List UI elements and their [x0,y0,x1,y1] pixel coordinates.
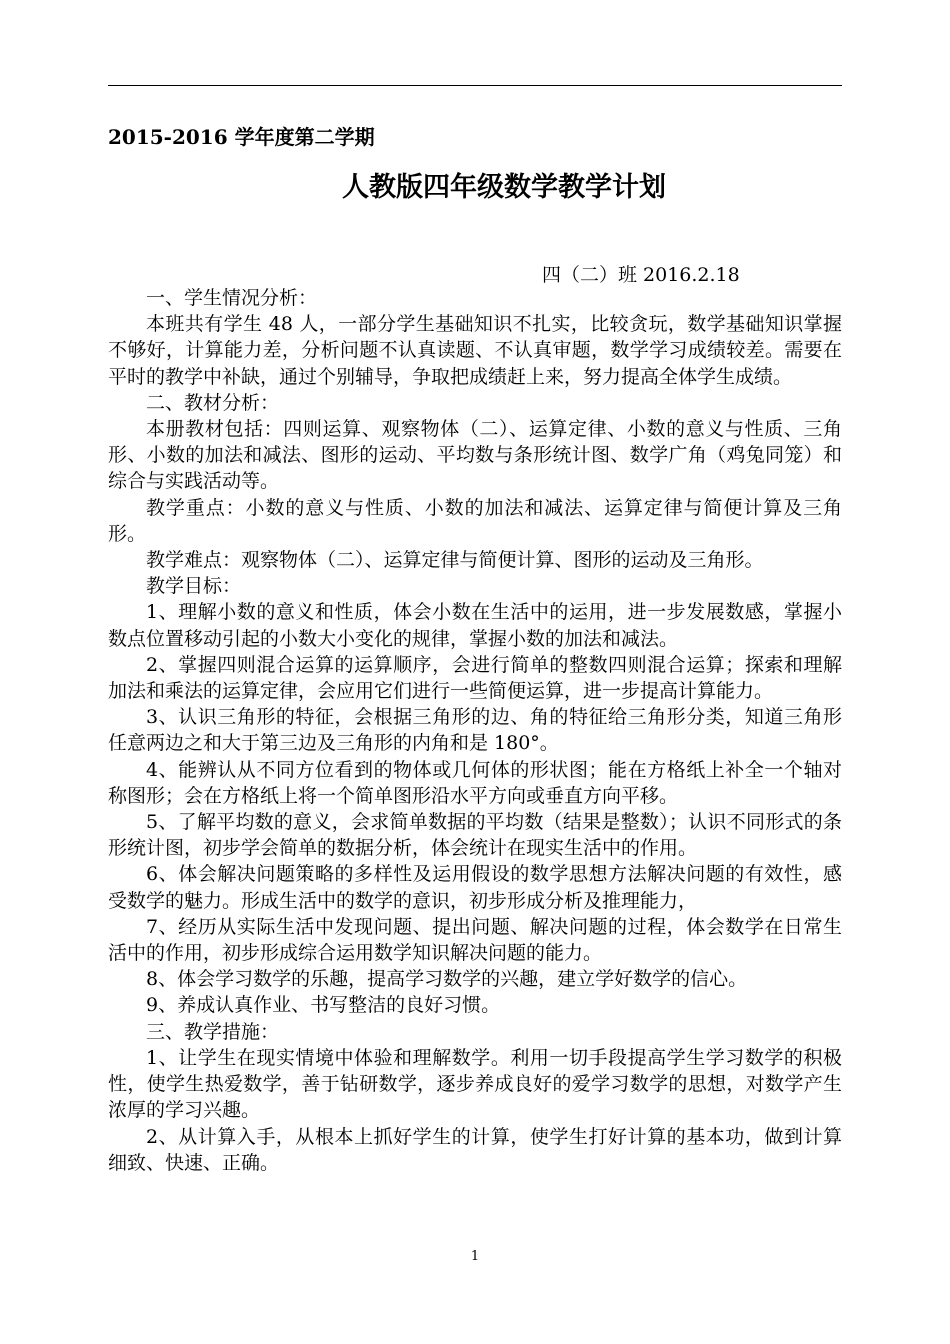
goal-item-6: 6、体会解决问题策略的多样性及运用假设的数学思想方法解决问题的有效性，感受数学的魅力。形成生活中的数学的意识，初步形成分析及推理能力， [108,863,842,912]
paragraph-teaching-focus: 教学重点：小数的意义与性质、小数的加法和减法、运算定律与简便计算及三角形。 [108,496,842,545]
header-rule [108,85,842,86]
page-number: 1 [470,1249,480,1264]
section-heading-teaching-goals: 教学目标： [146,575,242,598]
goal-item-2: 2、掌握四则混合运算的运算顺序，会进行简单的整数四则混合运算；探索和理解加法和乘法的运算定律，会应用它们进行一些简便运算，进一步提高计算能力。 [108,653,842,703]
goal-item-3: 3、认识三角形的特征，会根据三角形的边、角的特征给三角形分类，知道三角形任意两边之和大于第三边及三角形的内角和是 180°。 [108,706,842,755]
section-heading-textbook-analysis: 二、教材分析： [146,391,280,414]
goal-item-1: 1、理解小数的意义和性质，体会小数在生活中的运用，进一步发展数感，掌握小数点位置移动引起的小数大小变化的规律，掌握小数的加法和减法。 [108,601,842,650]
goal-item-8: 8、体会学习数学的乐趣，提高学习数学的兴趣，建立学好数学的信心。 [146,968,748,991]
paragraph-student-analysis: 本班共有学生 48 人，一部分学生基础知识不扎实，比较贪玩，数学基础知识掌握不够好，计算能力差，分析问题不认真读题、不认真审题，数学学习成绩较差。需要在平时的教学中补缺，通过个别辅导，争取把成绩赶上来，努力提高全体学生成绩。 [108,313,842,388]
section-heading-teaching-measures: 三、教学措施： [146,1020,280,1043]
term-label: 2015-2016 学年度第二学期 [108,125,375,149]
goal-item-9: 9、养成认真作业、书写整洁的良好习惯。 [146,994,501,1017]
measure-item-1: 1、让学生在现实情境中体验和理解数学。利用一切手段提高学生学习数学的积极性，使学生热爱数学，善于钻研数学，逐步养成良好的爱学习数学的思想，对数学产生浓厚的学习兴趣。 [108,1046,842,1122]
goal-item-4: 4、能辨认从不同方位看到的物体或几何体的形状图；能在方格纸上补全一个轴对称图形；会在方格纸上将一个简单图形沿水平方向或垂直方向平移。 [108,758,842,807]
goal-item-7: 7、经历从实际生活中发现问题、提出问题、解决问题的过程，体会数学在日常生活中的作用，初步形成综合运用数学知识解决问题的能力。 [108,915,842,965]
section-heading-student-analysis: 一、学生情况分析： [146,287,318,309]
document-title: 人教版四年级数学教学计划 [342,172,666,203]
document-body [108,285,842,1176]
paragraph-textbook-contents: 本册教材包括：四则运算、观察物体（二）、运算定律、小数的意义与性质、三角形、小数的加法和减法、图形的运动、平均数与条形统计图、数学广角（鸡兔同笼）和综合与实践活动等。 [108,418,842,493]
measure-item-2: 2、从计算入手，从根本上抓好学生的计算，使学生打好计算的基本功，做到计算细致、快速、正确。 [108,1125,842,1174]
paragraph-teaching-difficulty: 教学难点：观察物体（二）、运算定律与简便计算、图形的运动及三角形。 [146,549,764,572]
goal-item-5: 5、了解平均数的意义，会求简单数据的平均数（结果是整数）；认识不同形式的条形统计图，初步学会简单的数据分析，体会统计在现实生活中的作用。 [108,811,842,860]
class-and-date: 四（二）班 2016.2.18 [542,264,740,286]
